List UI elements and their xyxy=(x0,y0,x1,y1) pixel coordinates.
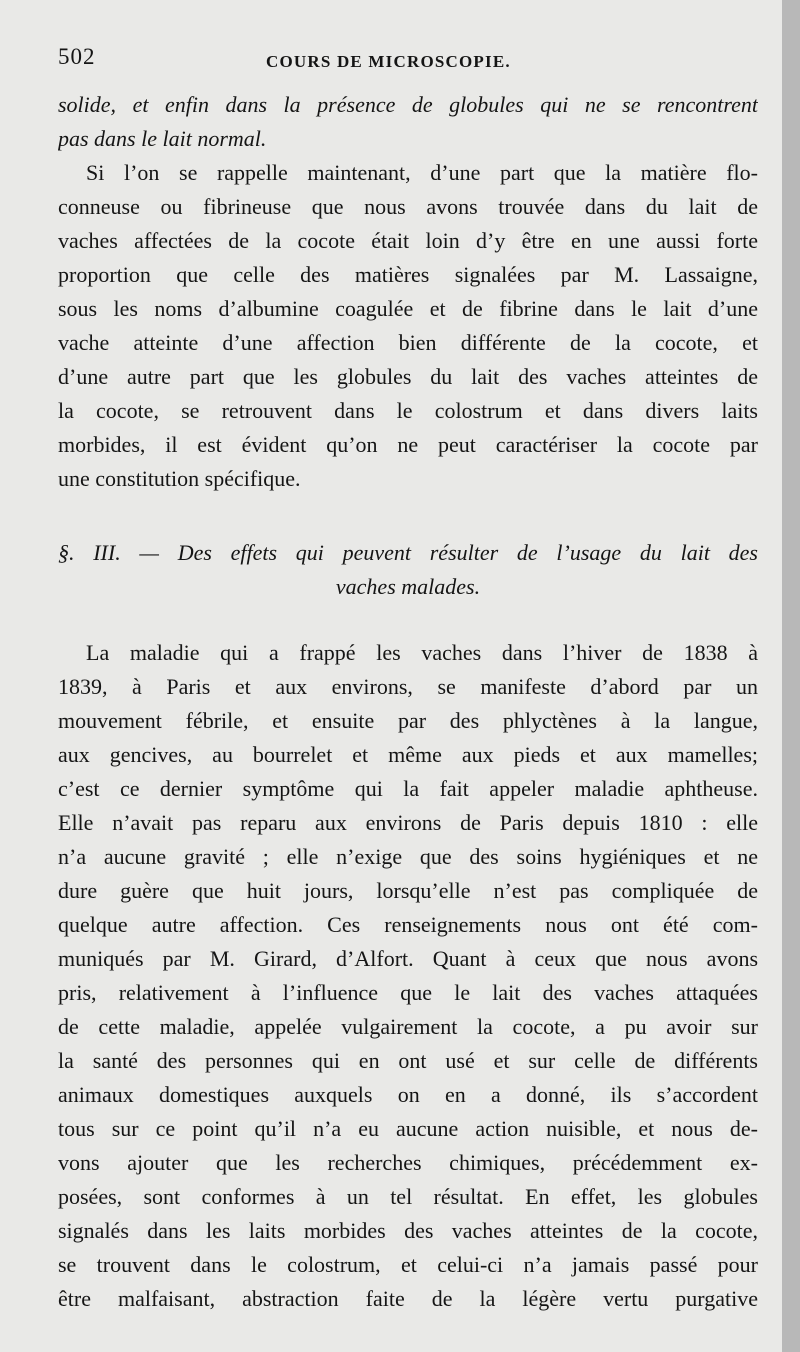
text-line: une constitution spécifique. xyxy=(58,466,301,491)
text-line: vons ajouter que les recherches chimiques, précédemment ex- xyxy=(58,1150,758,1175)
running-header xyxy=(58,44,758,80)
text-line: sous les noms d’albumine coagulée et de fibrine dans le lait d’une xyxy=(58,296,758,321)
text-line: vaches affectées de la cocote était loin d’y être en une aussi forte xyxy=(58,228,758,253)
text-line: la santé des personnes qui en ont usé et sur celle de différents xyxy=(58,1048,758,1073)
text-line: vache atteinte d’une affection bien différente de la cocote, et xyxy=(58,330,758,355)
text-line: Elle n’avait pas reparu aux environs de Paris depuis 1810 : elle xyxy=(58,810,758,835)
page-edge xyxy=(782,0,800,1352)
text-line: de cette maladie, appelée vulgairement la cocote, a pu avoir sur xyxy=(58,1014,758,1039)
text-line: Si l’on se rappelle maintenant, d’une part que la matière flo- xyxy=(86,160,758,185)
text-line: la cocote, se retrouvent dans le colostrum et dans divers laits xyxy=(58,398,758,423)
text-line: La maladie qui a frappé les vaches dans l’hiver de 1838 à xyxy=(86,640,758,665)
text-line: se trouvent dans le colostrum, et celui-ci n’a jamais passé pour xyxy=(58,1252,758,1277)
text-line: posées, sont conformes à un tel résultat. En effet, les globules xyxy=(58,1184,758,1209)
text-line: animaux domestiques auxquels on en a donné, ils s’accordent xyxy=(58,1082,758,1107)
text-line: proportion que celle des matières signalées par M. Lassaigne, xyxy=(58,262,758,287)
text-line: muniqués par M. Girard, d’Alfort. Quant à ceux que nous avons xyxy=(58,946,758,971)
text-line: être malfaisant, abstraction faite de la légère vertu purgative xyxy=(58,1286,758,1311)
section-heading-continued: vaches malades. xyxy=(335,574,481,599)
text-line: aux gencives, au bourrelet et même aux pieds et aux mamelles; xyxy=(58,742,758,767)
text-line: n’a aucune gravité ; elle n’exige que des soins hygiéniques et ne xyxy=(58,844,758,869)
section-heading: §. III. — Des effets qui peuvent résulter de l’usage du lait des xyxy=(58,540,758,565)
page-number: 502 xyxy=(58,44,96,69)
text-line: 1839, à Paris et aux environs, se manifeste d’abord par un xyxy=(58,674,758,699)
text-line: tous sur ce point qu’il n’a eu aucune action nuisible, et nous de- xyxy=(58,1116,758,1141)
running-title: COURS DE MICROSCOPIE. xyxy=(266,52,511,71)
text-line: quelque autre affection. Ces renseignements nous ont été com- xyxy=(58,912,758,937)
text-line: pas dans le lait normal. xyxy=(58,126,267,151)
text-line: c’est ce dernier symptôme qui la fait appeler maladie aphtheuse. xyxy=(58,776,758,801)
text-line: pris, relativement à l’influence que le lait des vaches attaquées xyxy=(58,980,758,1005)
text-line: solide, et enfin dans la présence de globules qui ne se rencontrent xyxy=(58,92,758,117)
text-line: conneuse ou fibrineuse que nous avons trouvée dans du lait de xyxy=(58,194,758,219)
text-line: dure guère que huit jours, lorsqu’elle n’est pas compliquée de xyxy=(58,878,758,903)
text-line: morbides, il est évident qu’on ne peut caractériser la cocote par xyxy=(58,432,758,457)
text-line: d’une autre part que les globules du lait des vaches atteintes de xyxy=(58,364,758,389)
text-line: mouvement fébrile, et ensuite par des phlyctènes à la langue, xyxy=(58,708,758,733)
text-line: signalés dans les laits morbides des vaches atteintes de la cocote, xyxy=(58,1218,758,1243)
